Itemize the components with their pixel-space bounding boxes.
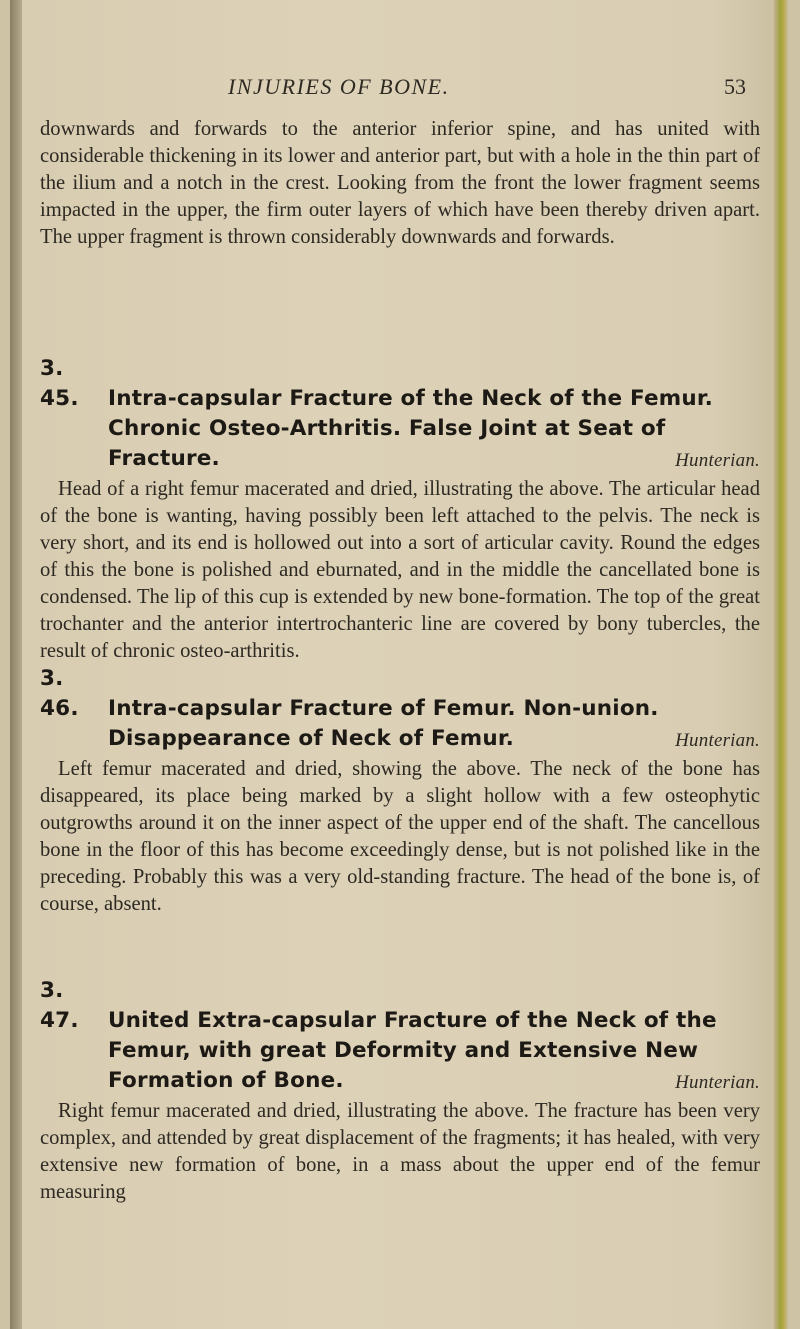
page-gutter-shadow [10, 0, 22, 1329]
entry-source: Hunterian. [675, 1072, 760, 1093]
entry-number: 3. 47. [40, 978, 79, 1033]
entry-title: Intra-capsular Fracture of Femur. Non-union. Disappearance of Neck of Femur. [108, 696, 659, 751]
entry-heading [40, 664, 760, 754]
entry-description: Left femur macerated and dried, showing the above. The neck of the bone has disappeared, its place being marked by a slight hollow with a few osteophytic outgrowths around it on the inner aspect of the upper end of the shaft. The cancellous bone in the floor of this has become exceedingly dense, but is not polished like in the preceding. Probably this was a very old-standing fracture. The head of the bone is, of course, absent. [40, 758, 760, 915]
entry-number: 3. 46. [40, 666, 79, 721]
page-header [0, 74, 800, 104]
entry-source: Hunterian. [675, 730, 760, 751]
catalogue-entry [40, 664, 760, 918]
entry-title: United Extra-capsular Fracture of the Neck of the Femur, with great Deformity and Extensive New Formation of Bone. [108, 1008, 717, 1093]
intro-paragraph: downwards and forwards to the anterior inferior spine, and has united with considerable thickening in its lower and anterior part, but with a hole in the thin part of the ilium and a notch in the crest. Looking from the front the lower fragment seems impacted in the upper, the firm outer layers of which have been thereby driven apart. The upper fragment is thrown considerably downwards and forwards. [40, 118, 760, 248]
entry-description: Right femur macerated and dried, illustrating the above. The fracture has been very complex, and attended by great displacement of the fragments; it has healed, with very extensive new formation of bone, in a mass about the upper end of the femur measuring [40, 1100, 760, 1203]
entry-heading [40, 354, 760, 474]
catalogue-entry [40, 976, 760, 1206]
running-title: INJURIES OF BONE. [228, 74, 450, 99]
entry-heading [40, 976, 760, 1096]
page-edge-stain [774, 0, 788, 1329]
page-number: 53 [724, 74, 746, 99]
entry-title: Intra-capsular Fracture of the Neck of the Femur. Chronic Osteo-Arthritis. False Joint at Seat of Fracture. [108, 386, 713, 471]
entry-source: Hunterian. [675, 450, 760, 471]
entry-number: 3. 45. [40, 356, 79, 411]
catalogue-entry [40, 354, 760, 665]
entry-description: Head of a right femur macerated and dried, illustrating the above. The articular head of the bone is wanting, having possibly been left attached to the pelvis. The neck is very short, and its end is hollowed out into a sort of articular cavity. Round the edges of this the bone is polished and eburnated, and in the middle the cancellated bone is condensed. The lip of this cup is extended by new bone-formation. The top of the great trochanter and the anterior intertrochanteric line are covered by bony tubercles, the result of chronic osteo-arthritis. [40, 478, 760, 662]
